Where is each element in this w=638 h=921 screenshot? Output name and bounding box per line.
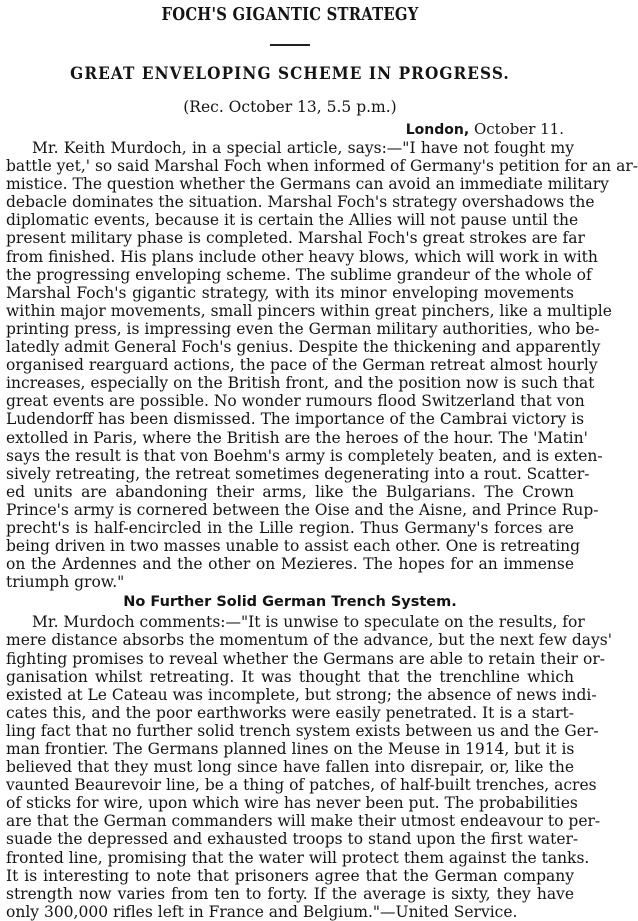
text-line: strength now varies from ten to forty. If the average is sixty, they have	[6, 884, 574, 903]
text-line: fighting promises to reveal whether the Germans are able to retain their or-	[6, 649, 605, 668]
dateline	[6, 120, 564, 139]
paragraph-2	[6, 613, 612, 921]
text-line: extolled in Paris, where the British are the heroes of the hour. The 'Matin'	[6, 428, 588, 447]
text-line: printing press, is impressing even the German military authorities, who be-	[6, 319, 600, 338]
text-line: ganisation whilst retreating. It was thought that the trenchline which	[6, 667, 574, 686]
text-line: ling fact that no further solid trench system exists between us and the Ger-	[6, 721, 599, 740]
text-line: says the result is that von Boehm's army is completely beaten, and is exten-	[6, 446, 603, 465]
text-line: great events are possible. No wonder rumours flood Switzerland that von	[6, 392, 585, 411]
text-line: mere distance absorbs the momentum of the advance, but the next few days'	[6, 631, 612, 650]
text-line: fronted line, promising that the water will protect them against the tanks.	[6, 848, 590, 867]
text-line: Prince's army is cornered between the Oise and the Aisne, and Prince Rup-	[6, 500, 599, 519]
received-note: (Rec. October 13, 5.5 p.m.)	[183, 98, 397, 116]
text-line: present military phase is completed. Marshal Foch's great strokes are far	[6, 229, 585, 248]
text-line: Ludendorff has been dismissed. The importance of the Cambrai victory is	[6, 410, 585, 429]
text-line: latedly admit General Foch's genius. Despite the thickening and apparently	[6, 338, 601, 357]
text-line: from finished. His plans include other heavy blows, which will work in with	[6, 247, 598, 266]
headline: FOCH'S GIGANTIC STRATEGY	[161, 4, 419, 25]
text-line: existed at Le Cateau was incomplete, but strong; the absence of news indi-	[6, 685, 597, 704]
text-line: Marshal Foch's gigantic strategy, with its minor enveloping movements	[6, 283, 574, 302]
text-line: only 300,000 rifles left in France and Belgium."—United Service.	[6, 902, 518, 921]
text-line: debacle dominates the situation. Marshal Foch's strategy overshadows the	[6, 193, 595, 212]
dateline-date: October 11.	[473, 120, 564, 138]
text-line: cates this, and the poor earthworks were easily penetrated. It is a start-	[6, 703, 574, 722]
text-line: on the Ardennes and the other on Mezieres. The hopes for an immense	[6, 555, 574, 574]
text-line: battle yet,' so said Marshal Foch when informed of Germany's petition for an ar-	[6, 157, 638, 176]
text-line: ed units are abandoning their arms, like the Bulgarians. The Crown	[6, 482, 574, 501]
text-line: It is interesting to note that prisoners agree that the German company	[6, 866, 574, 885]
paragraph-1	[6, 139, 638, 592]
text-line: diplomatic events, because it is certain the Allies will not pause until the	[6, 211, 579, 230]
text-line: of sticks for wire, upon which wire has never been put. The probabilities	[6, 794, 578, 813]
subheadline: GREAT ENVELOPING SCHEME IN PROGRESS.	[70, 64, 510, 84]
text-line: being driven in two masses unable to assist each other. One is retreating	[6, 537, 581, 556]
text-line: the progressing enveloping scheme. The sublime grandeur of the whole of	[6, 265, 592, 284]
text-line: are that the German commanders will make their utmost endeavour to per-	[6, 812, 601, 831]
text-line: precht's is half-encircled in the Lille region. Thus Germany's forces are	[6, 518, 574, 537]
text-line: suade the depressed and exhausted troops to stand upon the first water-	[6, 830, 579, 849]
text-line: man frontier. The Germans planned lines on the Meuse in 1914, but it is	[6, 740, 575, 758]
text-line: within major movements, small pincers within great pinchers, like a multiple	[6, 301, 612, 320]
dateline-place: London,	[405, 122, 470, 138]
text-line: increases, especially on the British front, and the position now is such that	[6, 374, 595, 393]
text-line: organised rearguard actions, the pace of the German retreat almost hourly	[6, 356, 598, 375]
crosshead: No Further Solid German Trench System.	[123, 594, 457, 611]
headline-rule	[270, 44, 310, 46]
text-line: vaunted Beaurevoir line, be a thing of patches, of half-built trenches, acres	[6, 776, 597, 795]
text-line: Mr. Keith Murdoch, in a special article, says:—"I have not fought my	[32, 139, 574, 157]
text-line: believed that they must long since have fallen into disrepair, or, like the	[6, 758, 574, 777]
text-line: triumph grow."	[6, 573, 125, 592]
text-line: mistice. The question whether the Germans can avoid an immediate military	[6, 175, 609, 194]
text-line: sively retreating, the retreat sometimes degenerating into a rout. Scatter-	[6, 464, 590, 483]
text-line: Mr. Murdoch comments:—"It is unwise to speculate on the results, for	[32, 613, 585, 632]
